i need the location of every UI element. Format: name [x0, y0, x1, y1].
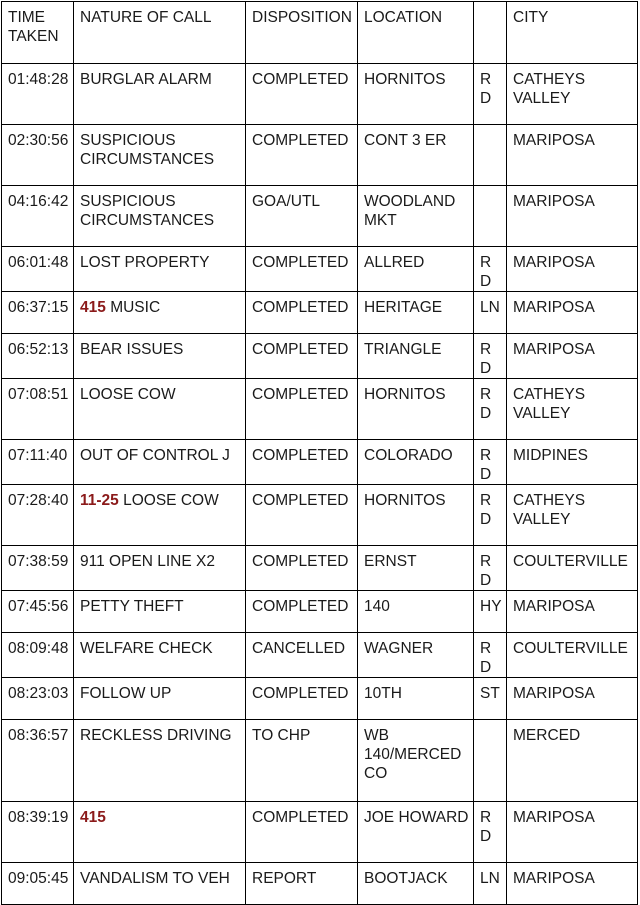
nature-of-call-cell	[74, 802, 246, 863]
city-cell: MARIPOSA	[507, 678, 638, 720]
table-row	[2, 633, 638, 678]
table-row	[2, 125, 638, 186]
street-suffix-cell: RD	[474, 247, 507, 292]
time-taken-cell: 02:30:56	[2, 125, 74, 186]
location-cell: 140	[358, 591, 474, 633]
time-taken-cell: 06:52:13	[2, 334, 74, 379]
location-cell: COLORADO	[358, 440, 474, 485]
location-cell: HORNITOS	[358, 485, 474, 546]
header-city: CITY	[507, 2, 638, 64]
header-location: LOCATION	[358, 2, 474, 64]
nature-of-call-cell	[74, 247, 246, 292]
time-taken-cell: 08:09:48	[2, 633, 74, 678]
location-cell: TRIANGLE	[358, 334, 474, 379]
street-suffix-cell	[474, 720, 507, 802]
street-suffix-cell: RD	[474, 379, 507, 440]
street-suffix-cell: RD	[474, 485, 507, 546]
call-log-table	[1, 1, 638, 905]
nature-text: LOOSE COW	[80, 386, 176, 403]
location-cell: WB 140/MERCED CO	[358, 720, 474, 802]
time-taken-cell: 08:36:57	[2, 720, 74, 802]
nature-text: WELFARE CHECK	[80, 640, 213, 657]
nature-of-call-cell	[74, 546, 246, 591]
nature-of-call-cell	[74, 485, 246, 546]
nature-of-call-cell	[74, 292, 246, 334]
disposition-cell: COMPLETED	[246, 546, 358, 591]
time-taken-cell: 01:48:28	[2, 64, 74, 125]
location-cell: ALLRED	[358, 247, 474, 292]
location-cell: HORNITOS	[358, 379, 474, 440]
city-cell: MERCED	[507, 720, 638, 802]
location-cell: WOODLAND MKT	[358, 186, 474, 247]
street-suffix-cell: LN	[474, 292, 507, 334]
disposition-cell: COMPLETED	[246, 125, 358, 186]
nature-of-call-cell	[74, 591, 246, 633]
nature-of-call-cell	[74, 720, 246, 802]
disposition-cell: COMPLETED	[246, 591, 358, 633]
nature-of-call-cell	[74, 125, 246, 186]
nature-of-call-cell	[74, 633, 246, 678]
nature-text: RECKLESS DRIVING	[80, 727, 232, 744]
table-row	[2, 802, 638, 863]
disposition-cell: COMPLETED	[246, 802, 358, 863]
nature-of-call-cell	[74, 678, 246, 720]
street-suffix-cell: LN	[474, 863, 507, 905]
street-suffix-cell: RD	[474, 633, 507, 678]
disposition-cell: COMPLETED	[246, 440, 358, 485]
time-taken-cell: 08:39:19	[2, 802, 74, 863]
time-taken-cell: 09:05:45	[2, 863, 74, 905]
call-code: 415	[80, 809, 106, 826]
time-taken-cell: 07:45:56	[2, 591, 74, 633]
time-taken-cell: 07:08:51	[2, 379, 74, 440]
location-cell: HERITAGE	[358, 292, 474, 334]
nature-text: SUSPICIOUS CIRCUMSTANCES	[80, 132, 215, 168]
city-cell: MARIPOSA	[507, 334, 638, 379]
header-disposition: DISPOSITION	[246, 2, 358, 64]
nature-text: OUT OF CONTROL J	[80, 447, 230, 464]
time-taken-cell: 04:16:42	[2, 186, 74, 247]
header-suffix	[474, 2, 507, 64]
table-row	[2, 334, 638, 379]
disposition-cell: COMPLETED	[246, 292, 358, 334]
street-suffix-cell: RD	[474, 334, 507, 379]
table-row	[2, 591, 638, 633]
nature-text: BEAR ISSUES	[80, 341, 184, 358]
city-cell: MARIPOSA	[507, 591, 638, 633]
street-suffix-cell: RD	[474, 64, 507, 125]
table-row	[2, 863, 638, 905]
table-row	[2, 292, 638, 334]
table-row	[2, 379, 638, 440]
location-cell: HORNITOS	[358, 64, 474, 125]
nature-text: SUSPICIOUS CIRCUMSTANCES	[80, 193, 215, 229]
table-row	[2, 186, 638, 247]
nature-text: PETTY THEFT	[80, 598, 184, 615]
disposition-cell: COMPLETED	[246, 247, 358, 292]
disposition-cell: COMPLETED	[246, 334, 358, 379]
nature-text: VANDALISM TO VEH	[80, 870, 230, 887]
time-taken-cell: 07:38:59	[2, 546, 74, 591]
city-cell: MARIPOSA	[507, 186, 638, 247]
disposition-cell: COMPLETED	[246, 678, 358, 720]
location-cell: CONT 3 ER	[358, 125, 474, 186]
nature-of-call-cell	[74, 334, 246, 379]
street-suffix-cell: RD	[474, 802, 507, 863]
location-cell: WAGNER	[358, 633, 474, 678]
table-row	[2, 440, 638, 485]
table-row	[2, 64, 638, 125]
nature-of-call-cell	[74, 863, 246, 905]
location-cell: ERNST	[358, 546, 474, 591]
location-cell: BOOTJACK	[358, 863, 474, 905]
time-taken-cell: 06:37:15	[2, 292, 74, 334]
city-cell: MARIPOSA	[507, 863, 638, 905]
street-suffix-cell	[474, 125, 507, 186]
city-cell: MIDPINES	[507, 440, 638, 485]
call-code: 415	[80, 299, 106, 316]
table-row	[2, 720, 638, 802]
table-row	[2, 678, 638, 720]
nature-of-call-cell	[74, 186, 246, 247]
disposition-cell: COMPLETED	[246, 64, 358, 125]
disposition-cell: REPORT	[246, 863, 358, 905]
street-suffix-cell	[474, 186, 507, 247]
street-suffix-cell: HY	[474, 591, 507, 633]
table-row	[2, 485, 638, 546]
header-nature-of-call: NATURE OF CALL	[74, 2, 246, 64]
table-row	[2, 247, 638, 292]
city-cell: COULTERVILLE	[507, 546, 638, 591]
city-cell: MARIPOSA	[507, 247, 638, 292]
city-cell: COULTERVILLE	[507, 633, 638, 678]
city-cell: MARIPOSA	[507, 802, 638, 863]
location-cell: JOE HOWARD	[358, 802, 474, 863]
time-taken-cell: 07:11:40	[2, 440, 74, 485]
disposition-cell: COMPLETED	[246, 485, 358, 546]
time-taken-cell: 06:01:48	[2, 247, 74, 292]
time-taken-cell: 08:23:03	[2, 678, 74, 720]
nature-text: 911 OPEN LINE X2	[80, 553, 215, 570]
nature-text: LOST PROPERTY	[80, 254, 210, 271]
city-cell: CATHEYS VALLEY	[507, 379, 638, 440]
disposition-cell: CANCELLED	[246, 633, 358, 678]
header-row	[2, 2, 638, 64]
city-cell: CATHEYS VALLEY	[507, 485, 638, 546]
city-cell: MARIPOSA	[507, 292, 638, 334]
call-code: 11-25	[80, 492, 119, 509]
city-cell: CATHEYS VALLEY	[507, 64, 638, 125]
location-cell: 10TH	[358, 678, 474, 720]
header-time-taken: TIME TAKEN	[2, 2, 74, 64]
nature-text: MUSIC	[110, 299, 161, 316]
nature-text: BURGLAR ALARM	[80, 71, 212, 88]
disposition-cell: GOA/UTL	[246, 186, 358, 247]
nature-text: LOOSE COW	[123, 492, 219, 509]
disposition-cell: TO CHP	[246, 720, 358, 802]
time-taken-cell: 07:28:40	[2, 485, 74, 546]
nature-of-call-cell	[74, 440, 246, 485]
table-row	[2, 546, 638, 591]
nature-of-call-cell	[74, 64, 246, 125]
nature-of-call-cell	[74, 379, 246, 440]
street-suffix-cell: RD	[474, 440, 507, 485]
street-suffix-cell: ST	[474, 678, 507, 720]
disposition-cell: COMPLETED	[246, 379, 358, 440]
city-cell: MARIPOSA	[507, 125, 638, 186]
street-suffix-cell: RD	[474, 546, 507, 591]
nature-text: FOLLOW UP	[80, 685, 172, 702]
